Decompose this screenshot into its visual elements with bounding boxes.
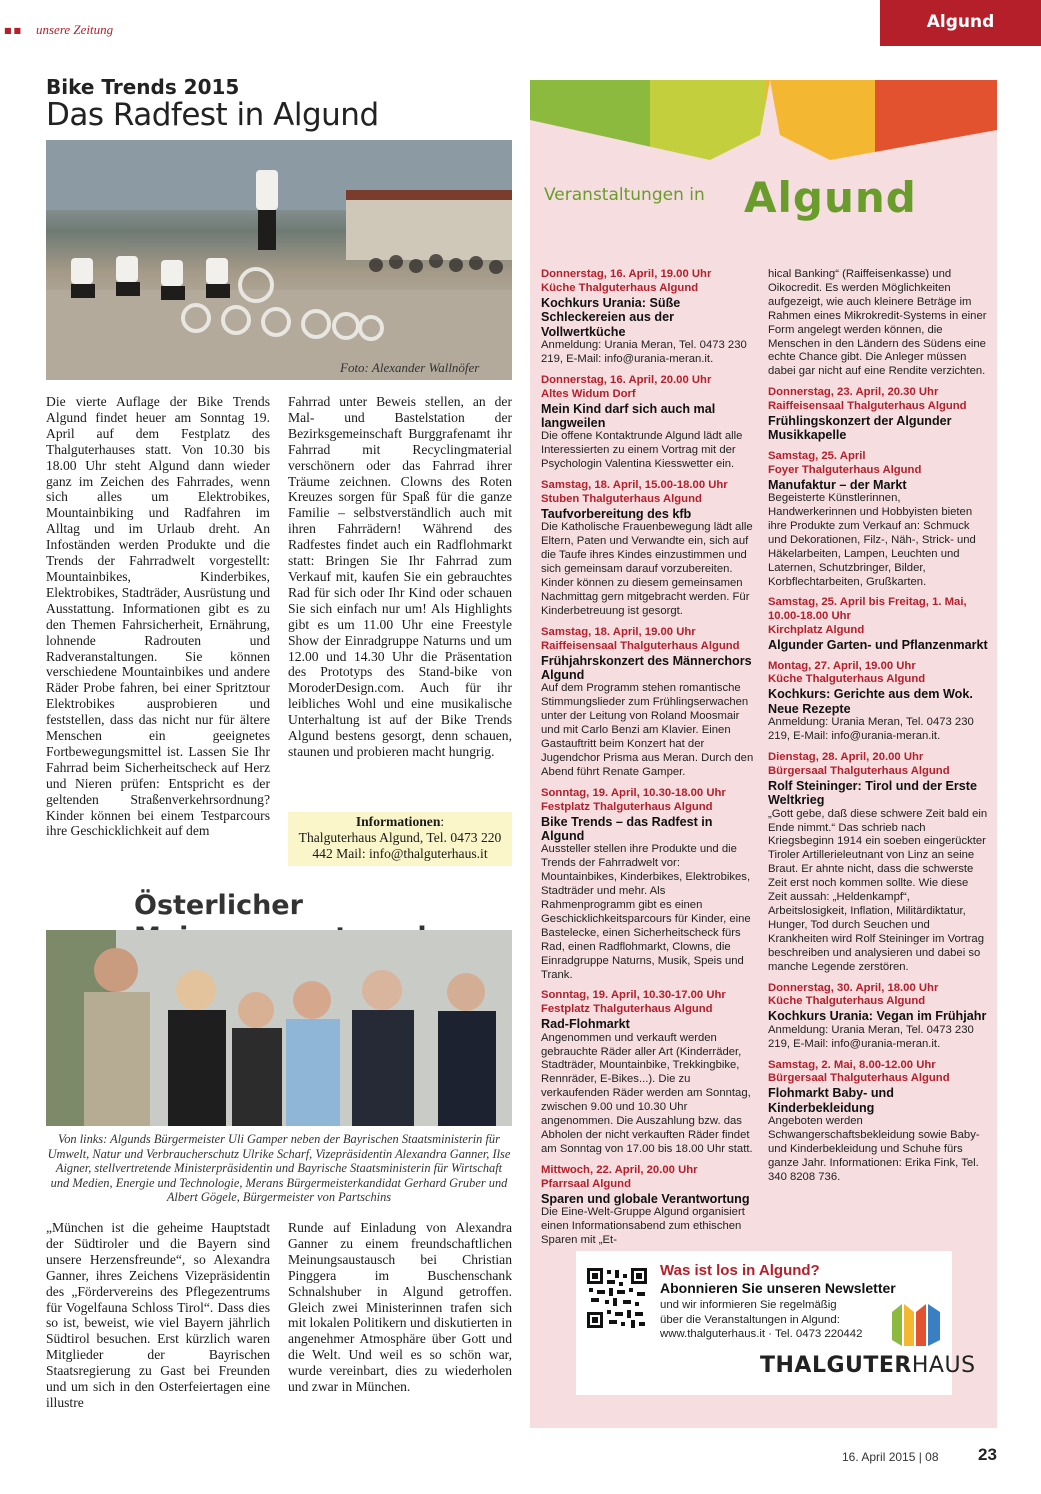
event-item	[541, 787, 757, 983]
event-date: Samstag, 18. April, 19.00 Uhr	[541, 625, 696, 638]
event-desc: Aussteller stellen ihre Produkte und die Trends der Fahrradwelt vor: Mountainbikes, Kinderbikes, Elektrobikes, Stadträder und mehr. Als Rahmenprogramm gibt es einen Geschicklichkeitsparcours für Kinder, eine Bastelecke, einen Sicherheitscheck fürs Rad, einen Radflohmarkt, Clowns, die Einradgruppe Naturns, Musik, Speis und Trank.	[541, 843, 751, 981]
event-desc: Anmeldung: Urania Meran, Tel. 0473 230 219, E-Mail: info@urania-meran.it.	[768, 716, 974, 743]
event-location: Küche Thalguterhaus Algund	[768, 995, 926, 1008]
event-item	[768, 268, 988, 379]
event-date: Donnerstag, 30. April, 18.00 Uhr	[768, 981, 939, 994]
event-title: Frühlingskonzert der Algunder Musikkapelle	[768, 414, 952, 443]
article2-headline-line1: Österlicher	[134, 890, 303, 921]
header-squares-icon: ■■	[4, 26, 24, 35]
logo-light: HAUS	[911, 1353, 976, 1378]
event-desc: hical Banking“ (Raiffeisenkasse) und Oikocredit. Es werden Möglichkeiten aufgezeigt, wie auch kleinere Beträge im Rahmen eines Mikrokredit-Systems in einer Form angelegt werden können, die Menschen in den Ländern des Südens eine echte Chance gibt. Die Anleger müssen dabei gar nicht auf eine Rendite verzichten.	[768, 268, 987, 378]
event-desc: Angeboten werden Schwangerschaftsbekleidung sowie Baby- und Kinderbekleidung und Schuhe fürs ganze Jahr. Informationen: Erika Fink, Tel. 340 8208 736.	[768, 1115, 980, 1183]
event-date: Donnerstag, 23. April, 20.30 Uhr	[768, 386, 939, 399]
group-photo	[46, 930, 512, 1126]
event-location: Raiffeisensaal Thalguterhaus Algund	[541, 639, 740, 652]
info-colon: :	[440, 814, 445, 829]
event-title: Sparen und globale Verantwortung	[541, 1191, 750, 1206]
event-date: Samstag, 18. April, 15.00-18.00 Uhr	[541, 479, 728, 492]
event-title: Bike Trends – das Radfest in Algund	[541, 814, 713, 843]
event-title: Taufvorbereitung des kfb	[541, 507, 692, 521]
event-date: Samstag, 25. April	[768, 449, 866, 462]
info-box	[288, 812, 512, 866]
events-heading-big: Algund	[744, 173, 917, 222]
article1-headline: Das Radfest in Algund	[46, 97, 379, 133]
newsletter-subtitle: Abonnieren Sie unseren Newsletter	[660, 1280, 896, 1296]
newspaper-name: unsere Zeitung	[36, 22, 114, 37]
event-date: Donnerstag, 16. April, 20.00 Uhr	[541, 373, 712, 386]
event-item	[768, 1059, 988, 1185]
event-desc: Die Katholische Frauenbewegung lädt alle Eltern, Paten und Verwandte ein, sich auf die Taufe ihres Kindes einzustimmen und sich gemeinsam darauf vorzubereiten. Kinder können zu diesem gemeinsamen Nachmittag gern mitgebracht werden. Für Kinderbetreuung ist gesorgt.	[541, 521, 753, 617]
event-title: Frühjahrskonzert des Männerchors Algund	[541, 653, 752, 682]
article1-col1: Die vierte Auflage der Bike Trends Algund findet heuer am Sonntag 19. April auf dem Festplatz des Thalguterhauses statt. Von 10.30 bis 18.00 Uhr steht Algund dann wieder ganz im Zeichen des Fahrrades, wenn sich alles um Elektrobikes, Mountainbiking und Radfahren im Alltag und im Urlaub dreht. An Infoständen werden Produkte und die Trends der Fahrradwelt vorgestellt: Mountainbikes, Kinderbikes, Elektrobikes, Stadträder, Ausrüstung und Ausstattung. Informationen gibt es zu den Themen Fahrsicherheit, Ernährung, lohnende Radrouten und Radveranstaltungen. Sie können verschiedene Mountainbikes und andere Räder Probe fahren, bei einer Spritztour Elektrobikes ausprobieren und feststellen, dass das nicht nur für ältere Menschen ein geeignetes Fortbewegungsmittel ist. Lassen Sie Ihr Fahrrad beim Sicherheitscheck auf Herz und Nieren prüfen: Entspricht es der geltenden Straßenverkehrsordnung? Kinder können bei einem Testparcours ihre Geschicklichkeit auf dem	[46, 394, 270, 839]
event-desc: Die offene Kontaktrunde Algund lädt alle Interessierten zu einem Vortrag mit der Psychologin Valentina Kiesswetter ein.	[541, 430, 743, 471]
footer-date-issue: 16. April 2015 | 08	[842, 1450, 939, 1464]
article2-col1: „München ist die geheime Hauptstadt der Südtiroler und die Bayern sind unsere Herzensfreunde“, so Alexandra Ganner, ihres Zeichens Vizepräsidentin des „Fördervereins des Pflegezentrums für Vogelfauna Schloss Tirol“. Dass dies so ist, beweist, wie viel Bayern jährlich Südtirol besuchen. Erst kürzlich waren Mitglieder der Bayrischen Staatsregierung zu Gast bei Freunden und um sich in den Osterfeiertagen eine illustre	[46, 1220, 270, 1410]
event-title: Algunder Garten- und Pflanzenmarkt	[768, 638, 988, 653]
event-location: Küche Thalguterhaus Algund	[541, 281, 699, 294]
event-title: Kochkurs Urania: Süße Schleckereien aus der Vollwertküche	[541, 295, 681, 339]
radfest-photo	[46, 140, 512, 380]
group-photo-illustration	[46, 930, 512, 1126]
event-desc: „Gott gebe, daß diese schwere Zeit bald ein Ende nimmt.“ Das schrieb nach Kriegsbeginn 1914 ein soeben eingerückter Tiroler Artillerieleutnant von Linz an seine Braut. Er ahnte nicht, dass die schwerste Zeit erst noch kommen sollte. Wie diese Zeit aussah: „Heldenkampf“, Arbeitslosigkeit, Inflation, Militärdiktatur, Hunger, Tod durch Seuchen und Krankheiten wird Rolf Steininger im Vortrag beschreiben und analysieren und dabei so manche Legende zerstören.	[768, 807, 988, 973]
event-date: Montag, 27. April, 19.00 Uhr	[768, 659, 916, 672]
event-item	[541, 1164, 757, 1248]
event-location: Küche Thalguterhaus Algund	[768, 673, 926, 686]
radfest-photo-illustration	[46, 140, 512, 380]
event-item	[768, 751, 988, 975]
event-location: Kirchplatz Algund	[768, 624, 865, 637]
event-title: Kochkurs: Gerichte aus dem Wok. Neue Rezepte	[768, 687, 973, 716]
event-item	[541, 989, 757, 1156]
events-column-1	[541, 268, 757, 1255]
info-title: Informationen	[355, 814, 441, 829]
event-item	[768, 450, 988, 590]
qr-code-graphic	[585, 1266, 649, 1330]
event-date: Samstag, 25. April bis Freitag, 1. Mai, 10.00-18.00 Uhr	[768, 596, 967, 623]
event-location: Raiffeisensaal Thalguterhaus Algund	[768, 400, 967, 413]
photo1-credit: Foto: Alexander Wallnöfer	[340, 360, 480, 375]
church-banner-graphic	[530, 80, 997, 180]
newsletter-line2: über die Veranstaltungen in Algund:	[660, 1313, 840, 1326]
event-location: Stuben Thalguterhaus Algund	[541, 493, 702, 506]
events-heading-small: Veranstaltungen in	[544, 185, 705, 205]
newsletter-question: Was ist los in Algund?	[660, 1262, 820, 1279]
newsletter-line1: und wir informieren Sie regelmäßig	[660, 1299, 837, 1311]
article1-col2: Fahrrad unter Beweis stellen, an der Mal- und Bastelstation der Bezirksgemeinschaft Burggrafenamt ihr Fahrrad mit Recyclingmaterial verschönern oder das Fahrrad ihrer Träume zeichnen. Clowns des Roten Kreuzes sorgen für Spaß für die ganze Familie – selbstverständlich auch mit ihren Fahrrädern! Während des Radfestes findet auch ein Radflohmarkt statt: Bringen Sie Ihr Fahrrad zum Verkauf mit, kaufen Sie ein gebrauchtes Rad für sich oder Ihr Kind oder schauen Sie sich einfach nur um! Als Highlights gibt es um 11.00 Uhr eine Freestyle Show der Einradgruppe Naturns und um 12.00 und 14.30 Uhr die Präsentation des Prototyps des Stand-bike von MoroderDesign.com. Auch für ihr leibliches Wohl und eine musikalische Unterhaltung ist auf der Bike Trends Algund bestens gesorgt, denn schauen, staunen und probieren macht hungrig.	[288, 394, 512, 759]
event-item	[541, 374, 757, 472]
qr-code-icon[interactable]	[585, 1266, 649, 1330]
event-item	[541, 626, 757, 780]
page-number: 23	[978, 1445, 997, 1464]
event-item	[541, 479, 757, 619]
thalguterhaus-logo-icon	[890, 1300, 944, 1350]
event-location: Bürgersaal Thalguterhaus Algund	[768, 764, 950, 777]
logo-bold: THALGUTER	[760, 1353, 912, 1378]
section-tab: Algund	[880, 0, 1041, 46]
event-date: Sonntag, 19. April, 10.30-18.00 Uhr	[541, 786, 726, 799]
article2-col2: Runde auf Einladung von Alexandra Ganner zu einem freundschaftlichen Meinungsaustausch bei Christian Pinggera im Buschenschank Schnalshuber in Algund getroffen. Gleich zwei Ministerinnen trafen sich mit lokalen Politikern und diskutierten in angenehmer Atmosphäre über Gott und die Welt. Und weil es so schön war, wurde vereinbart, dies zu wiederholen und zwar in München.	[288, 1220, 512, 1395]
event-date: Donnerstag, 16. April, 19.00 Uhr	[541, 268, 712, 280]
event-desc: Die Eine-Welt-Gruppe Algund organisiert einen Informationsabend zum ethischen Sparen mit „Et-	[541, 1206, 745, 1246]
event-title: Rad-Flohmarkt	[541, 1017, 630, 1032]
newsletter-text	[660, 1298, 900, 1342]
event-date: Sonntag, 19. April, 10.30-17.00 Uhr	[541, 989, 726, 1002]
event-title: Mein Kind darf sich auch mal langweilen	[541, 401, 716, 431]
event-item	[541, 268, 757, 367]
event-desc: Angenommen und verkauft werden gebrauchte Räder aller Art (Kinderräder, Stadträder, Mountainbike, Trekkingbike, Rennräder, E-Bikes...). Die zu verkaufenden Räder werden am Sonntag, zwischen 9.00 und 10.30 Uhr angenommen. Die Auszahlung bzw. das Abholen der nicht verkauften Räder findet am Sonntag von 17.00 bis 18.00 Uhr statt.	[541, 1031, 753, 1155]
events-column-2	[768, 268, 988, 1192]
event-title: Rolf Steininger: Tirol und der Erste Weltkrieg	[768, 778, 977, 808]
thalguterhaus-logo-graphic	[890, 1300, 944, 1350]
event-item	[768, 982, 988, 1052]
event-date: Dienstag, 28. April, 20.00 Uhr	[768, 751, 924, 763]
article1-kicker: Bike Trends 2015	[46, 75, 240, 99]
info-text: Thalguterhaus Algund, Tel. 0473 220 442 Mail: info@thalguterhaus.it	[298, 830, 502, 861]
event-item	[768, 386, 988, 443]
group-photo-caption: Von links: Algunds Bürgermeister Uli Gamper neben der Bayrischen Staatsministerin für Umwelt, Natur und Verbraucherschutz Ulrike Scharf, Vizepräsidentin Alexandra Ganner, Ilse Aigner, stellvertretende Ministerpräsidentin und Bayrische Staatsministerin für Wirtschaft und Medien, Energie und Technologie, Merans Bürgermeisterkandidat Gerhard Gruber und Albert Gögele, Bürgermeister von Partschins	[47, 1132, 511, 1205]
event-title: Kochkurs Urania: Vegan im Frühjahr	[768, 1009, 987, 1024]
event-title: Flohmarkt Baby- und Kinderbekleidung	[768, 1086, 894, 1115]
event-desc: Begeisterte Künstlerinnen, Handwerkerinnen und Hobbyisten bieten ihre Produkte zum Verkauf an: Schmuck und Dekorationen, Filz-, Näh-, Strick- und Häkelarbeiten, Lampen, Leuchten und Laternen, Schutzbringer, Bilder, Korbflechtarbeiten, Grußkarten.	[768, 492, 976, 588]
event-desc: Anmeldung: Urania Meran, Tel. 0473 230 219, E-Mail: info@urania-meran.it.	[768, 1023, 974, 1050]
thalguterhaus-logo-text	[760, 1353, 976, 1378]
event-date: Mittwoch, 22. April, 20.00 Uhr	[541, 1163, 698, 1176]
event-location: Festplatz Thalguterhaus Algund	[541, 1003, 713, 1016]
event-date: Samstag, 2. Mai, 8.00-12.00 Uhr	[768, 1058, 936, 1071]
event-location: Pfarrsaal Algund	[541, 1177, 631, 1190]
event-title: Manufaktur – der Markt	[768, 477, 907, 492]
event-desc: Anmeldung: Urania Meran, Tel. 0473 230 219, E-Mail: info@urania-meran.it.	[541, 339, 747, 365]
event-item	[768, 660, 988, 744]
event-location: Foyer Thalguterhaus Algund	[768, 463, 922, 476]
event-item	[768, 596, 988, 652]
event-location: Altes Widum Dorf	[541, 387, 636, 400]
event-location: Festplatz Thalguterhaus Algund	[541, 800, 713, 813]
newsletter-line3[interactable]: www.thalguterhaus.it · Tel. 0473 220442	[660, 1328, 863, 1341]
events-banner	[530, 80, 997, 180]
event-desc: Auf dem Programm stehen romantische Stimmungslieder zum Frühlingserwachen unter der Leitung von Roland Moosmair und mit Carlo Benzi am Klavier. Einen Gastauftritt beim Konzert hat der Jugendchor Prisma aus Meran. Durch den Abend führt Renate Gamper.	[541, 682, 754, 778]
event-location: Bürgersaal Thalguterhaus Algund	[768, 1072, 950, 1085]
